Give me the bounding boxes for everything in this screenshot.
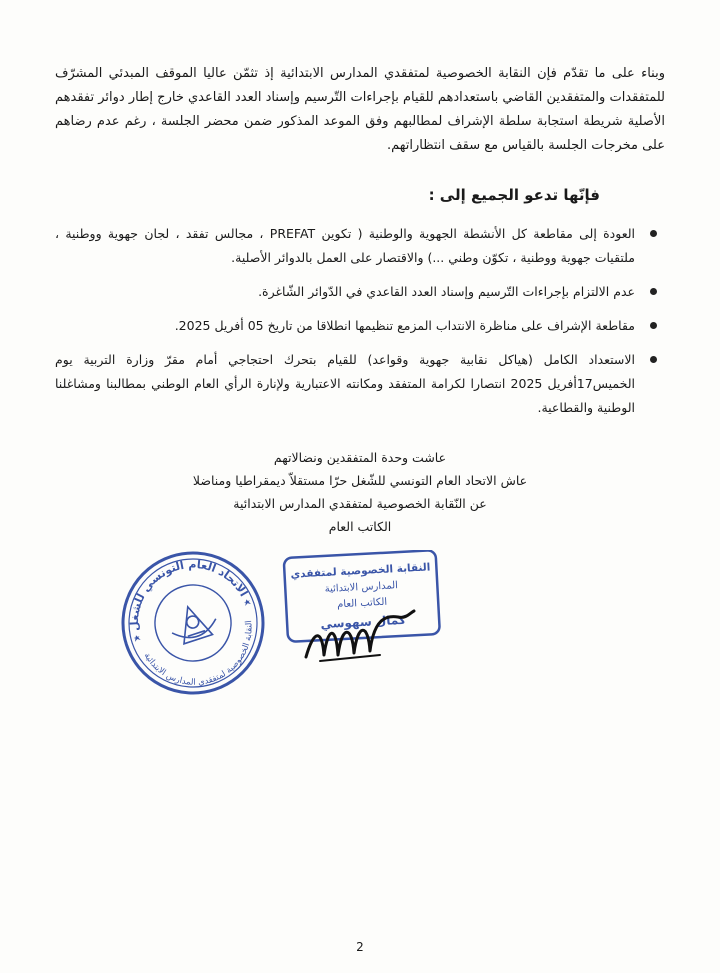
closing-line-1: عاشت وحدة المتفقدين ونضالاتهم <box>273 450 447 465</box>
closing-block <box>60 446 660 538</box>
bullet-icon <box>650 288 657 295</box>
stamp-rect-line-1: النقابة الخصوصية لمتفقدي <box>290 561 431 581</box>
demand-item: العودة إلى مقاطعة كل الأنشطة الجهوية والوطنية ( تكوين PREFAT ، مجالس تفقد ، لجان جهوية ووطنية ، ملتقيات جهوية ووطنية ، تكوّن وطني ...) والاقتصار على العمل بالدوائر الأصلية. <box>55 222 635 270</box>
stamp-rect-line-2: المدارس الابتدائية <box>324 580 399 595</box>
page-number: 2 <box>356 940 364 954</box>
demands-list <box>55 222 635 430</box>
demand-item: عدم الالتزام بإجراءات التّرسيم وإسناد العدد القاعدي في الدّوائر الشّاغرة. <box>55 280 635 304</box>
demand-item: الاستعداد الكامل (هياكل نقابية جهوية وقواعد) للقيام بتحرك احتجاجي أمام مقرّ وزارة التربية يوم الخميس17أفريل 2025 انتصارا لكرامة المتفقد ومكانته الاعتبارية ولإنارة الرأي العام الوطني بمطالبنا ومشاغلنا الوطنية والقطاعية. <box>55 348 635 420</box>
closing-line-4: الكاتب العام <box>328 519 392 534</box>
union-round-stamp-icon <box>118 548 268 698</box>
handwritten-signature-icon <box>300 605 420 675</box>
stamp-union-bottom-text: النقابة الخصوصية لمتفقدي المدارس الابتدائية <box>141 619 255 688</box>
closing-line-3: عن النّقابة الخصوصية لمتفقدي المدارس الابتدائية <box>233 496 487 511</box>
stamp-rect-line-3: الكاتب العام <box>336 596 388 611</box>
bullet-icon <box>650 322 657 329</box>
intro-paragraph: وبناء على ما تقدّم فإن النقابة الخصوصية لمتفقدي المدارس الابتدائية إذ تثمّن عاليا الموقف المبدئي المشرّف للمتفقدات والمتفقدين القاضي باستعدادهم للقيام بإجراءات التّرسيم وإسناد العدد القاعدي خارج إطار دوائر تفقدهم الأصلية شريطة استجابة سلطة الإشراف لمطالبهم وفق الموعد المذكور ضمن محضر الجلسة ، رغم عدم رضاهم على مخرجات الجلسة بالقياس مع سقف انتظاراتهم. <box>55 66 665 153</box>
call-heading: فإنّها تدعو الجميع إلى : <box>428 186 600 204</box>
stamp-union-text: الاتحاد العام التونسي للشغل <box>127 557 251 632</box>
stamp-rect-line-4: كمال سهوسي <box>320 612 407 632</box>
bullet-icon <box>650 356 657 363</box>
closing-line-2: عاش الاتحاد العام التونسي للشّغل حرّا مستقلاّ ديمقراطيا ومناضلا <box>192 473 528 488</box>
demand-item: مقاطعة الإشراف على مناظرة الانتداب المزمع تنظيمها انطلاقا من تاريخ 05 أفريل 2025. <box>55 314 635 338</box>
bullet-icon <box>650 230 657 237</box>
